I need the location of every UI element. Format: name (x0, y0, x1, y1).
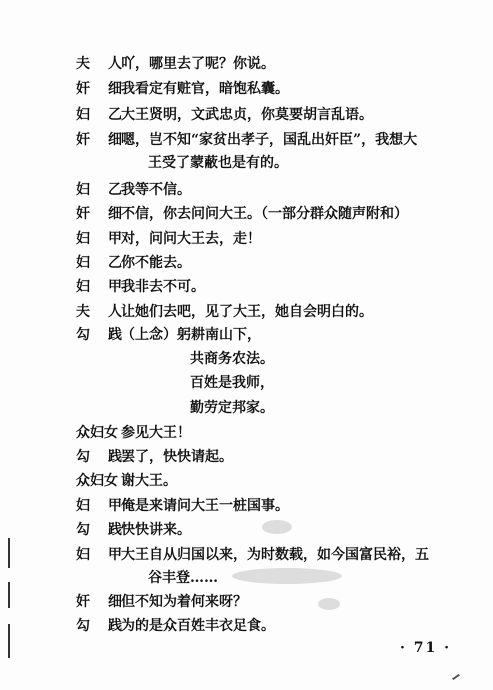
dialogue-line (0, 128, 493, 152)
dialogue-line (0, 227, 493, 251)
speech-text: 谢大王。 (121, 473, 177, 489)
dialogue-line (0, 421, 493, 445)
dialogue-line (0, 494, 493, 518)
speaker-name: 夫 人 (76, 304, 124, 320)
speaker-name: 妇 甲 (76, 279, 124, 295)
verse-text: 百姓是我师， (190, 375, 274, 391)
verse-line (0, 371, 493, 395)
speech-text: 大王自从归国以来，为时数载，如今国富民裕，五 (121, 547, 429, 563)
dialogue-line-continuation (0, 566, 493, 590)
dialogue-line (0, 251, 493, 275)
speaker-name: 奸 细 (76, 132, 124, 148)
speech-text: 王受了蒙蔽也是有的。 (148, 155, 288, 171)
dialogue-line (0, 543, 493, 567)
speech-text: 嗯，岂不知“家贫出孝子，国乱出奸臣”，我想大 (121, 132, 418, 148)
speaker-name: 奸 细 (76, 206, 124, 222)
dialogue-line (0, 77, 493, 101)
speaker-name: 妇 乙 (76, 255, 124, 271)
dialogue-line (0, 469, 493, 493)
page-number: · 71 · (400, 640, 451, 656)
dialogue-line (0, 52, 493, 76)
dialogue-line (0, 445, 493, 469)
speech-text: 大王贤明，文武忠贞，你莫要胡言乱语。 (121, 107, 373, 123)
speech-text: 我等不信。 (121, 182, 191, 198)
speech-text: 为的是众百姓丰衣足食。 (121, 618, 275, 634)
speaker-name: 奸 细 (76, 81, 124, 97)
speaker-name: 妇 甲 (76, 547, 124, 563)
corner-mark (452, 674, 460, 680)
speaker-name: 妇 甲 (76, 231, 124, 247)
dialogue-line (0, 323, 493, 347)
verse-text: 共商务农法。 (190, 351, 274, 367)
speech-text: 不信，你去问问大王。（一部分群众随声附和） (121, 206, 408, 222)
dialogue-line (0, 178, 493, 202)
speaker-name: 勾 践 (76, 618, 124, 634)
speech-text: 俺是来请问大王一桩国事。 (121, 498, 289, 514)
speech-text: 对，问问大王去，走！ (121, 231, 261, 247)
verse-text: 勤劳定邦家。 (190, 400, 274, 416)
speech-text: 谷丰登…… (148, 570, 218, 586)
dialogue-line (0, 300, 493, 324)
speech-text: 我看定有赃官，暗饱私囊。 (121, 81, 289, 97)
speaker-name: 众妇女 (76, 425, 118, 441)
speech-text: 快快讲来。 (121, 522, 191, 538)
speech-text: （上念）躬耕南山下， (121, 327, 261, 343)
dialogue-line (0, 518, 493, 542)
speaker-name: 夫 人 (76, 56, 124, 72)
speech-text: 罢了，快快请起。 (121, 449, 233, 465)
dialogue-line (0, 103, 493, 127)
speaker-name: 勾 践 (76, 449, 124, 465)
dialogue-line (0, 202, 493, 226)
speaker-name: 奸 细 (76, 594, 124, 610)
speech-text: 我非去不可。 (121, 279, 205, 295)
speaker-name: 妇 乙 (76, 182, 124, 198)
speaker-name: 勾 践 (76, 522, 124, 538)
speech-text: 但不知为着何来呀？ (121, 594, 247, 610)
speech-text: 参见大王！ (121, 425, 191, 441)
speaker-name: 妇 甲 (76, 498, 124, 514)
speaker-name: 勾 践 (76, 327, 124, 343)
speaker-name: 妇 乙 (76, 107, 124, 123)
dialogue-line (0, 590, 493, 614)
dialogue-line (0, 614, 493, 638)
dialogue-line (0, 275, 493, 299)
verse-line (0, 396, 493, 420)
speech-text: 你不能去。 (121, 255, 191, 271)
speech-text: 让她们去吧，见了大王，她自会明白的。 (121, 304, 373, 320)
speech-text: 吖，哪里去了呢？你说。 (121, 56, 275, 72)
speaker-name: 众妇女 (76, 473, 118, 489)
verse-line (0, 347, 493, 371)
dialogue-line-continuation (0, 151, 493, 175)
